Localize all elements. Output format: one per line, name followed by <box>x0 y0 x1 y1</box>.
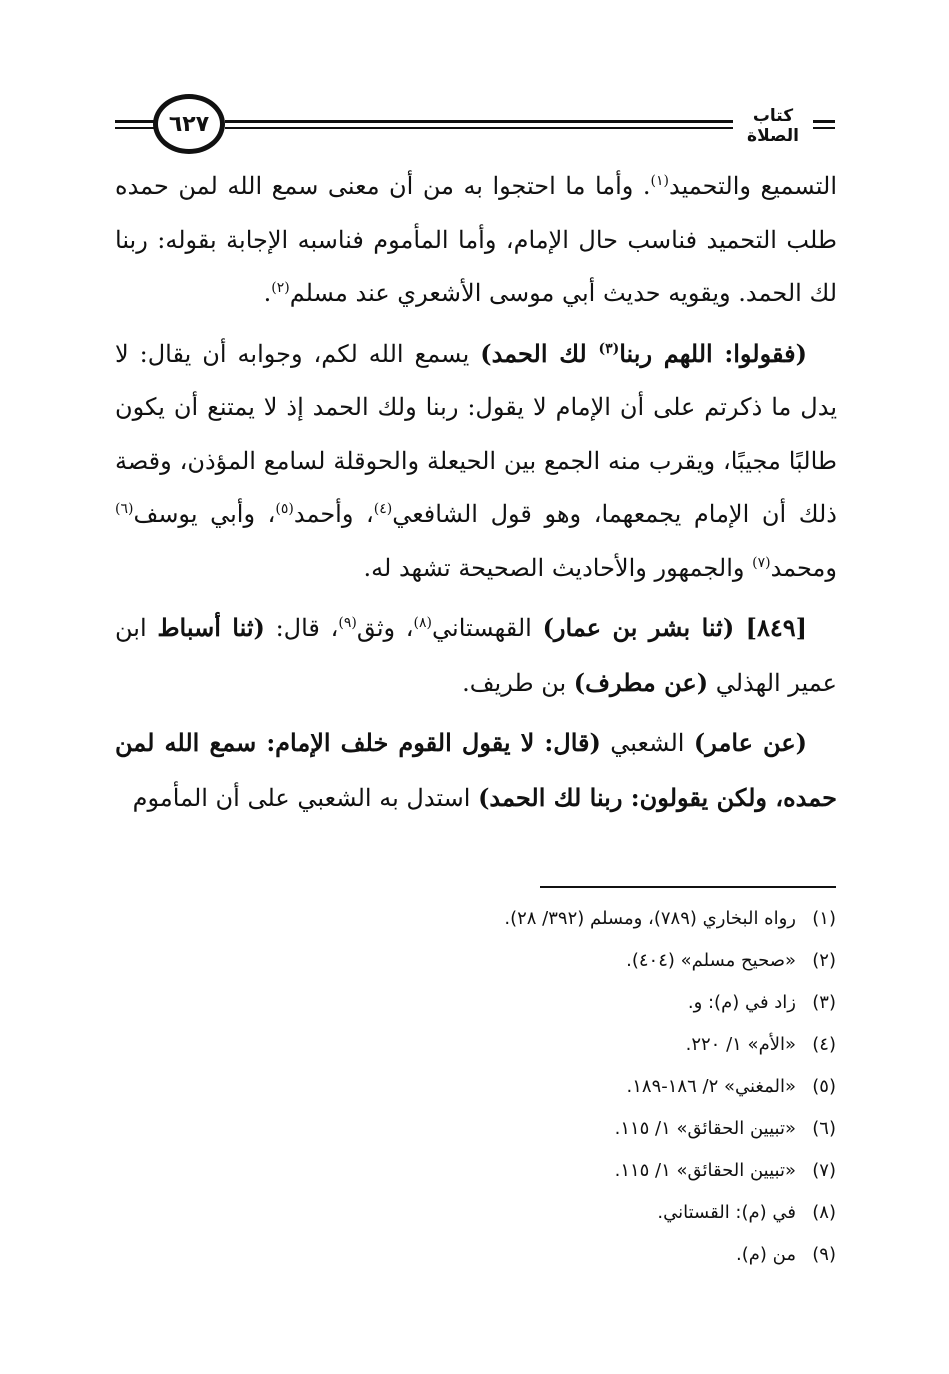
footnote-text: «تبيين الحقائق» ١/ ١١٥. <box>614 1118 796 1139</box>
footnote-ref: (٣) <box>598 340 620 357</box>
footnote-number: (٢) <box>812 950 836 971</box>
running-head: كتاب الصلاة <box>733 106 813 146</box>
page-header <box>115 92 835 162</box>
footnote-text: في (م): القستاني. <box>657 1202 796 1223</box>
text-span: والجمهور والأحاديث الصحيحة تشهد له. <box>363 553 753 582</box>
footnote-text: من (م). <box>736 1244 796 1265</box>
footnote-text: «المغني» ٢/ ١٨٦-١٨٩. <box>626 1076 796 1097</box>
text-span: القهستاني <box>432 614 543 642</box>
bold-span: (قال: لا يقول القوم خلف الإمام: سمع الله لمن حمده، ولكن يقولون: ربنا لك الحمد) <box>115 728 837 812</box>
footnote-number: (٣) <box>812 992 836 1013</box>
paragraph-2 <box>115 327 837 596</box>
footnote-number: (٤) <box>812 1034 836 1055</box>
text-span: ، قال: <box>264 614 339 642</box>
footnote-ref: (٨) <box>413 615 433 631</box>
footnote-text: «الأم» ١/ ٢٢٠. <box>685 1034 796 1055</box>
header-rule <box>115 120 155 123</box>
bold-span: (عن عامر) <box>693 728 807 757</box>
footnote-ref: (٢) <box>271 280 290 296</box>
footnote <box>300 1150 836 1192</box>
footnote-number: (٨) <box>812 1202 836 1223</box>
footnote-separator <box>540 886 836 888</box>
text-span: الشعبي <box>600 729 694 757</box>
footnote-ref: (٦) <box>115 501 134 517</box>
text-span: التسميع والتحميد <box>668 172 838 200</box>
text-span: . <box>263 279 272 307</box>
page-number: ٦٢٧ <box>153 94 225 154</box>
footnote-text: «صحيح مسلم» (٤٠٤). <box>626 950 796 971</box>
text-span: ، وثق <box>356 614 414 642</box>
footnote-ref: (٥) <box>275 501 294 517</box>
footnote-ref: (٧) <box>752 554 771 571</box>
footnote <box>300 982 836 1024</box>
footnote <box>300 1108 836 1150</box>
footnotes <box>300 898 836 1276</box>
paragraph-4 <box>115 716 837 825</box>
footnote <box>300 940 836 982</box>
footnote-ref: (١) <box>650 173 669 189</box>
footnote <box>300 898 836 940</box>
bold-span: لك الحمد) <box>480 338 599 368</box>
text-span: يسمع الله لكم، وجوابه أن يقال: لا يدل ما ذكرتم على أن الإمام لا يقول: ربنا ولك الحمد إذ لا يمتنع أن يكون طالبًا مجيبًا، ويقرب منه الجمع بين الحيعلة والحوقلة لسامع المؤذن، وقصة ذلك أن الإمام يجمعهما، وهو قول الشافعي <box>115 339 837 528</box>
text-span: ابن عمير الهذلي <box>115 614 837 697</box>
footnote-text: «تبيين الحقائق» ١/ ١١٥. <box>614 1160 796 1181</box>
footnote-number: (٦) <box>812 1118 836 1139</box>
text-span: ومحمد <box>770 553 837 582</box>
footnote-number: (٧) <box>812 1160 836 1181</box>
footnote-text: رواه البخاري (٧٨٩)، ومسلم (٣٩٢/ ٢٨). <box>504 908 796 929</box>
text-span: ، وأبي يوسف <box>133 500 276 528</box>
text-span: بن طريف. <box>462 668 574 697</box>
header-rule <box>225 127 735 129</box>
header-rule <box>115 127 155 129</box>
footnote <box>300 1066 836 1108</box>
main-text <box>115 160 837 825</box>
footnote-ref: (٩) <box>338 615 357 631</box>
footnote-text: زاد في (م): و. <box>687 992 796 1013</box>
footnote <box>300 1192 836 1234</box>
footnote <box>300 1234 836 1276</box>
bold-span: (فقولوا: اللهم ربنا <box>619 338 807 368</box>
paragraph-1 <box>115 160 837 321</box>
footnote-number: (٥) <box>812 1076 836 1097</box>
footnote-number: (٩) <box>812 1244 836 1265</box>
paragraph-3 <box>115 601 837 710</box>
header-rule <box>225 120 735 123</box>
text-span: . وأما ما احتجوا به من أن معنى سمع الله لمن حمده طلب التحميد فناسب حال الإمام، وأما المأموم فناسبه الإجابة بقوله: ربنا لك الحمد. ويقويه حديث أبي موسى الأشعري عند مسلم <box>115 172 838 307</box>
text-span: ، وأحمد <box>293 500 374 528</box>
text-span: استدل به الشعبي على أن المأموم <box>132 783 479 812</box>
bold-span: (عن مطرف) <box>573 667 709 697</box>
bold-span: [٨٤٩] (ثنا بشر بن عمار) <box>542 613 807 642</box>
footnote-ref: (٤) <box>373 501 393 517</box>
footnote-number: (١) <box>812 908 836 929</box>
bold-span: (ثنا أسباط <box>157 613 265 642</box>
footnote <box>300 1024 836 1066</box>
